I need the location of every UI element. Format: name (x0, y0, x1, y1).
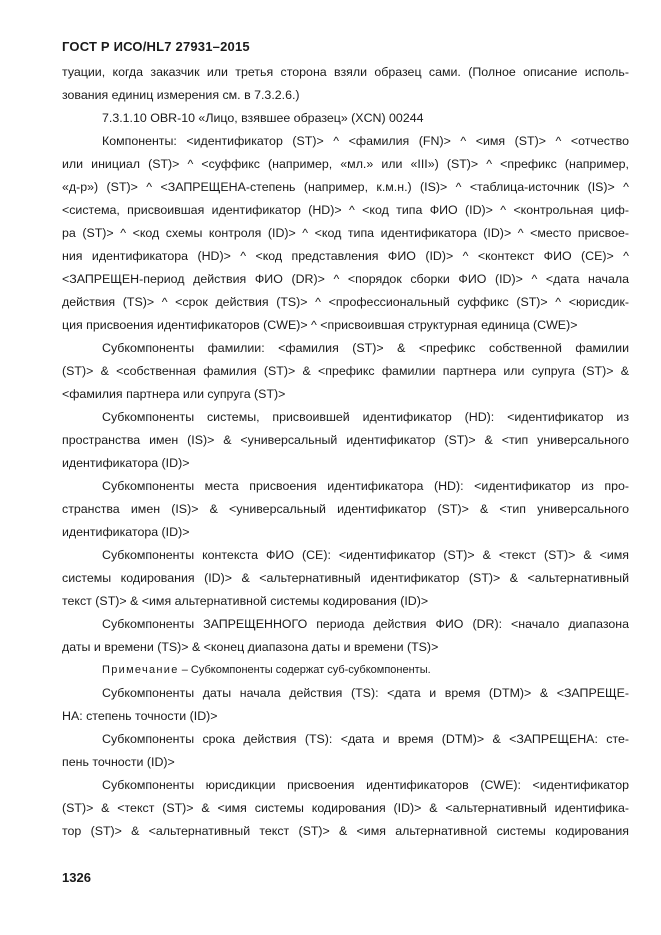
text-line: <ЗАПРЕЩЕН-период действия ФИО (DR)> ^ <порядок сборки ФИО (ID)> ^ <дата начала (62, 272, 629, 286)
text-line: пень точности (ID)> (62, 755, 175, 769)
text-line: ра (ST)> ^ <код схемы контроля (ID)> ^ <код типа идентификатора (ID)> ^ <место присвое- (62, 226, 629, 240)
text-line: Компоненты: <идентификатор (ST)> ^ <фамилия (FN)> ^ <имя (ST)> ^ <отчество (102, 134, 629, 148)
text-line: <фамилия партнера или супруга (ST)> (62, 387, 286, 401)
text-line: зования единиц измерения см. в 7.3.2.6.) (62, 88, 300, 102)
document-body (62, 61, 629, 843)
text-line: Субкомпоненты контекста ФИО (CE): <идентификатор (ST)> & <текст (ST)> & <имя (102, 548, 629, 562)
text-line: странства имен (IS)> & <универсальный идентификатор (ST)> & <тип универсального (62, 502, 629, 516)
text-line: идентификатора (ID)> (62, 456, 190, 470)
text-line: текст (ST)> & <имя альтернативной системы кодирования (ID)> (62, 594, 429, 608)
text-line: системы кодирования (ID)> & <альтернативный идентификатор (ST)> & <альтернативный (62, 571, 629, 585)
page-number: 1326 (62, 870, 91, 885)
text-line: ния идентификатора (HD)> ^ <код представления ФИО (ID)> ^ <контекст ФИО (CE)> ^ (62, 249, 629, 263)
text-line: (ST)> & <собственная фамилия (ST)> & <префикс фамилии партнера или супруга (ST)> & (62, 364, 629, 378)
text-line: ция присвоения идентификаторов (CWE)> ^ <присвоившая структурная единица (CWE)> (62, 318, 578, 332)
text-line: Субкомпоненты места присвоения идентификатора (HD): <идентификатор из про- (102, 479, 629, 493)
text-line: <система, присвоившая идентификатор (HD)> ^ <код типа ФИО (ID)> ^ <контрольная циф- (62, 203, 629, 217)
text-line: Субкомпоненты фамилии: <фамилия (ST)> & <префикс собственной фамилии (102, 341, 629, 355)
text-line: Субкомпоненты ЗАПРЕЩЕННОГО периода действия ФИО (DR): <начало диапазона (102, 617, 629, 631)
text-line: Субкомпоненты срока действия (TS): <дата и время (DTM)> & <ЗАПРЕЩЕНА: сте- (102, 732, 629, 746)
text-line: «д-р») (ST)> ^ <ЗАПРЕЩЕНА-степень (например, к.м.н.) (IS)> ^ <таблица-источник (IS)> ^ (62, 180, 629, 194)
note-line (62, 659, 629, 682)
text-line: пространства имен (IS)> & <универсальный идентификатор (ST)> & <тип универсального (62, 433, 629, 447)
standard-header: ГОСТ Р ИСО/HL7 27931–2015 (62, 39, 250, 54)
text-line: действия (TS)> ^ <срок действия (TS)> ^ <профессиональный суффикс (ST)> ^ <юрисдик- (62, 295, 629, 309)
text-line: туации, когда заказчик или третья сторона взяли образец сами. (Полное описание исполь- (62, 65, 629, 79)
note-label: Примечание (102, 664, 179, 676)
text-line: 7.3.1.10 OBR-10 «Лицо, взявшее образец» (XCN) 00244 (102, 111, 424, 125)
text-line: или инициал (ST)> ^ <суффикс (например, «мл.» или «III») (ST)> ^ <префикс (например, (62, 157, 629, 171)
text-line: Субкомпоненты юрисдикции присвоения идентификаторов (CWE): <идентификатор (102, 778, 629, 792)
text-line: (ST)> & <текст (ST)> & <имя системы кодирования (ID)> & <альтернативный идентифика- (62, 801, 629, 815)
text-line: идентификатора (ID)> (62, 525, 190, 539)
text-line: НА: степень точности (ID)> (62, 709, 218, 723)
text-line: даты и времени (TS)> & <конец диапазона даты и времени (TS)> (62, 640, 439, 654)
text-line: Субкомпоненты даты начала действия (TS): <дата и время (DTM)> & <ЗАПРЕЩЕ- (102, 686, 629, 700)
note-text: – Субкомпоненты содержат суб-субкомпоненты. (178, 664, 431, 676)
text-line: Субкомпоненты системы, присвоившей идентификатор (HD): <идентификатор из (102, 410, 629, 424)
text-line: тор (ST)> & <альтернативный текст (ST)> & <имя альтернативной системы кодирования (62, 824, 629, 838)
